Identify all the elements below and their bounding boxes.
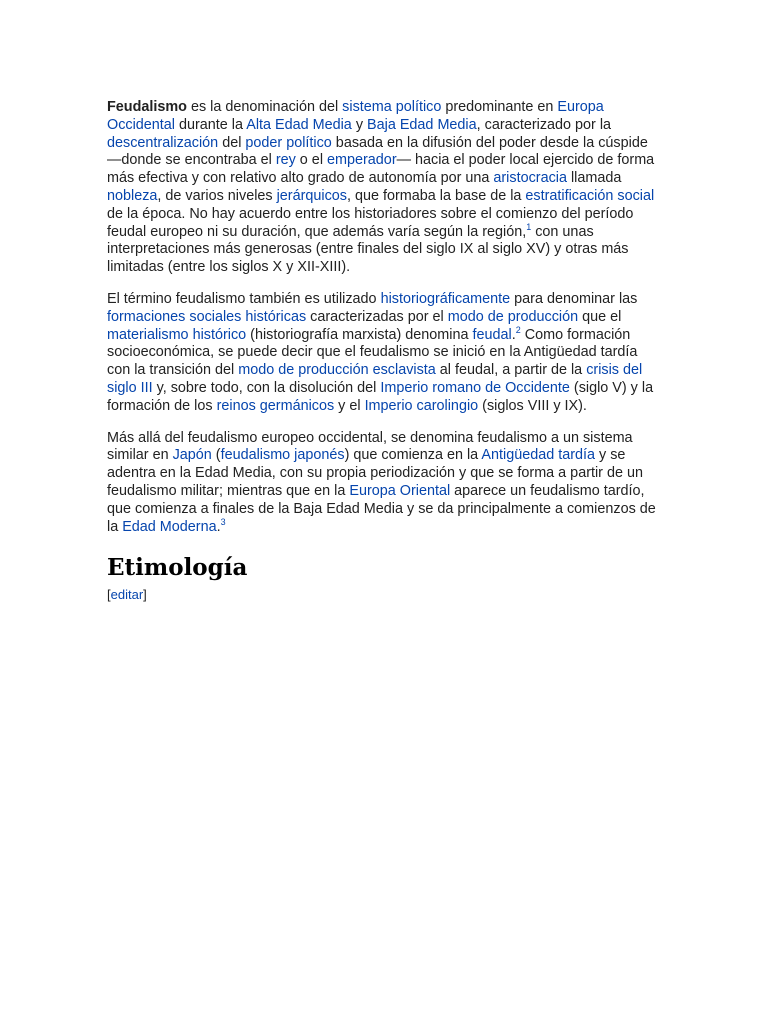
paragraph-intro bbox=[107, 99, 663, 277]
link-descentralizacion[interactable]: descentralización bbox=[107, 134, 219, 151]
link-japon[interactable]: Japón bbox=[172, 447, 212, 464]
link-antiguedad-tardia[interactable]: Antigüedad tardía bbox=[481, 447, 596, 464]
link-modo-produccion-esclavista[interactable]: modo de producción esclavista bbox=[238, 362, 436, 379]
text: predominante en bbox=[441, 99, 558, 115]
text: — hacia el poder local ejercido de forma más efectiva y con relativo alto grado de autonomía por una bbox=[107, 152, 655, 187]
link-poder-politico[interactable]: poder político bbox=[245, 134, 332, 151]
link-rey[interactable]: rey bbox=[275, 152, 296, 169]
bracket-open: [ bbox=[107, 587, 111, 603]
paragraph-other-regions bbox=[107, 430, 663, 537]
link-formaciones-sociales[interactable]: formaciones sociales históricas bbox=[107, 308, 307, 325]
text: y, sobre todo, con la disolución del bbox=[152, 379, 381, 396]
text: ) que comienza en la bbox=[344, 447, 482, 464]
link-aristocracia[interactable]: aristocracia bbox=[493, 170, 567, 187]
text: para denominar las bbox=[510, 290, 638, 307]
link-baja-edad-media[interactable]: Baja Edad Media bbox=[367, 116, 477, 133]
paragraph-historiography bbox=[107, 291, 663, 416]
link-feudal[interactable]: feudal bbox=[472, 326, 512, 343]
link-modo-de-produccion[interactable]: modo de producción bbox=[447, 308, 579, 325]
text: Como formación socioeconómica, se puede decir que el feudalismo se inició en la Antigüedad tardía con la transición del bbox=[107, 326, 638, 379]
article-content bbox=[107, 99, 663, 602]
section-heading-etimologia: Etimología bbox=[107, 554, 248, 582]
text: , de varios niveles bbox=[157, 187, 277, 204]
text: (siglo V) y la formación de los bbox=[107, 379, 654, 414]
text: y bbox=[351, 116, 368, 133]
text: . bbox=[511, 326, 516, 343]
text: o el bbox=[295, 152, 328, 169]
text: que el bbox=[578, 308, 622, 325]
text: y el bbox=[334, 397, 365, 414]
link-reinos-germanicos[interactable]: reinos germánicos bbox=[216, 397, 335, 414]
text: del bbox=[218, 134, 246, 151]
term-bold: Feudalismo bbox=[107, 99, 187, 115]
edit-section bbox=[107, 587, 663, 602]
reference-1[interactable]: 1 bbox=[526, 221, 532, 232]
text: Más allá del feudalismo europeo occidental, se denomina feudalismo a un sistema similar en bbox=[107, 429, 633, 464]
link-imperio-carolingio[interactable]: Imperio carolingio bbox=[364, 397, 479, 414]
text: . bbox=[216, 518, 221, 535]
link-alta-edad-media[interactable]: Alta Edad Media bbox=[246, 116, 352, 133]
text: de la época. No hay acuerdo entre los historiadores sobre el comienzo del período feudal europeo ni su duración, que además varía según la región, bbox=[107, 205, 634, 240]
text: caracterizadas por el bbox=[306, 308, 448, 325]
text: El término feudalismo también es utilizado bbox=[107, 290, 381, 307]
link-sistema-politico[interactable]: sistema político bbox=[342, 99, 442, 115]
edit-link[interactable]: editar bbox=[110, 587, 144, 603]
bracket-close: ] bbox=[143, 587, 147, 603]
link-imperio-romano-occidente[interactable]: Imperio romano de Occidente bbox=[380, 379, 570, 396]
text: basada en la difusión del poder desde la cúspide —donde se encontraba el bbox=[107, 134, 648, 169]
link-edad-moderna[interactable]: Edad Moderna bbox=[122, 518, 217, 535]
text: (siglos VIII y IX). bbox=[478, 397, 587, 414]
text: (historiografía marxista) denomina bbox=[246, 326, 473, 343]
link-feudalismo-japones[interactable]: feudalismo japonés bbox=[220, 447, 345, 464]
link-europa-oriental[interactable]: Europa Oriental bbox=[349, 482, 451, 499]
text: ( bbox=[211, 447, 221, 464]
link-historiograficamente[interactable]: historiográficamente bbox=[380, 290, 511, 307]
link-emperador[interactable]: emperador bbox=[327, 152, 397, 169]
text: , caracterizado por la bbox=[476, 116, 612, 133]
link-nobleza[interactable]: nobleza bbox=[107, 187, 158, 204]
reference-2[interactable]: 2 bbox=[515, 324, 521, 335]
link-jerarquicos[interactable]: jerárquicos bbox=[276, 187, 347, 204]
text: con unas interpretaciones más generosas (entre finales del siglo IX al siglo XV) y otras más limitadas (entre los siglos X y XII-XIII). bbox=[107, 223, 629, 276]
text: llamada bbox=[566, 170, 622, 187]
text: durante la bbox=[175, 116, 247, 133]
text: aparece un feudalismo tardío, que comienza a finales de la Baja Edad Media y se da principalmente a comienzos de la bbox=[107, 482, 656, 535]
reference-3[interactable]: 3 bbox=[220, 516, 226, 527]
link-europa-occidental[interactable]: Europa Occidental bbox=[107, 99, 604, 133]
text: al feudal, a partir de la bbox=[435, 362, 587, 379]
text: y se adentra en la Edad Media, con su propia periodización y que se forma a partir de un feudalismo militar; mientras que en la bbox=[107, 447, 643, 499]
text: , que formaba la base de la bbox=[347, 187, 526, 204]
text: es la denominación del bbox=[186, 99, 343, 115]
link-materialismo-historico[interactable]: materialismo histórico bbox=[107, 326, 247, 343]
link-estratificacion-social[interactable]: estratificación social bbox=[525, 187, 655, 204]
link-crisis-siglo-iii[interactable]: crisis del siglo III bbox=[107, 362, 643, 396]
